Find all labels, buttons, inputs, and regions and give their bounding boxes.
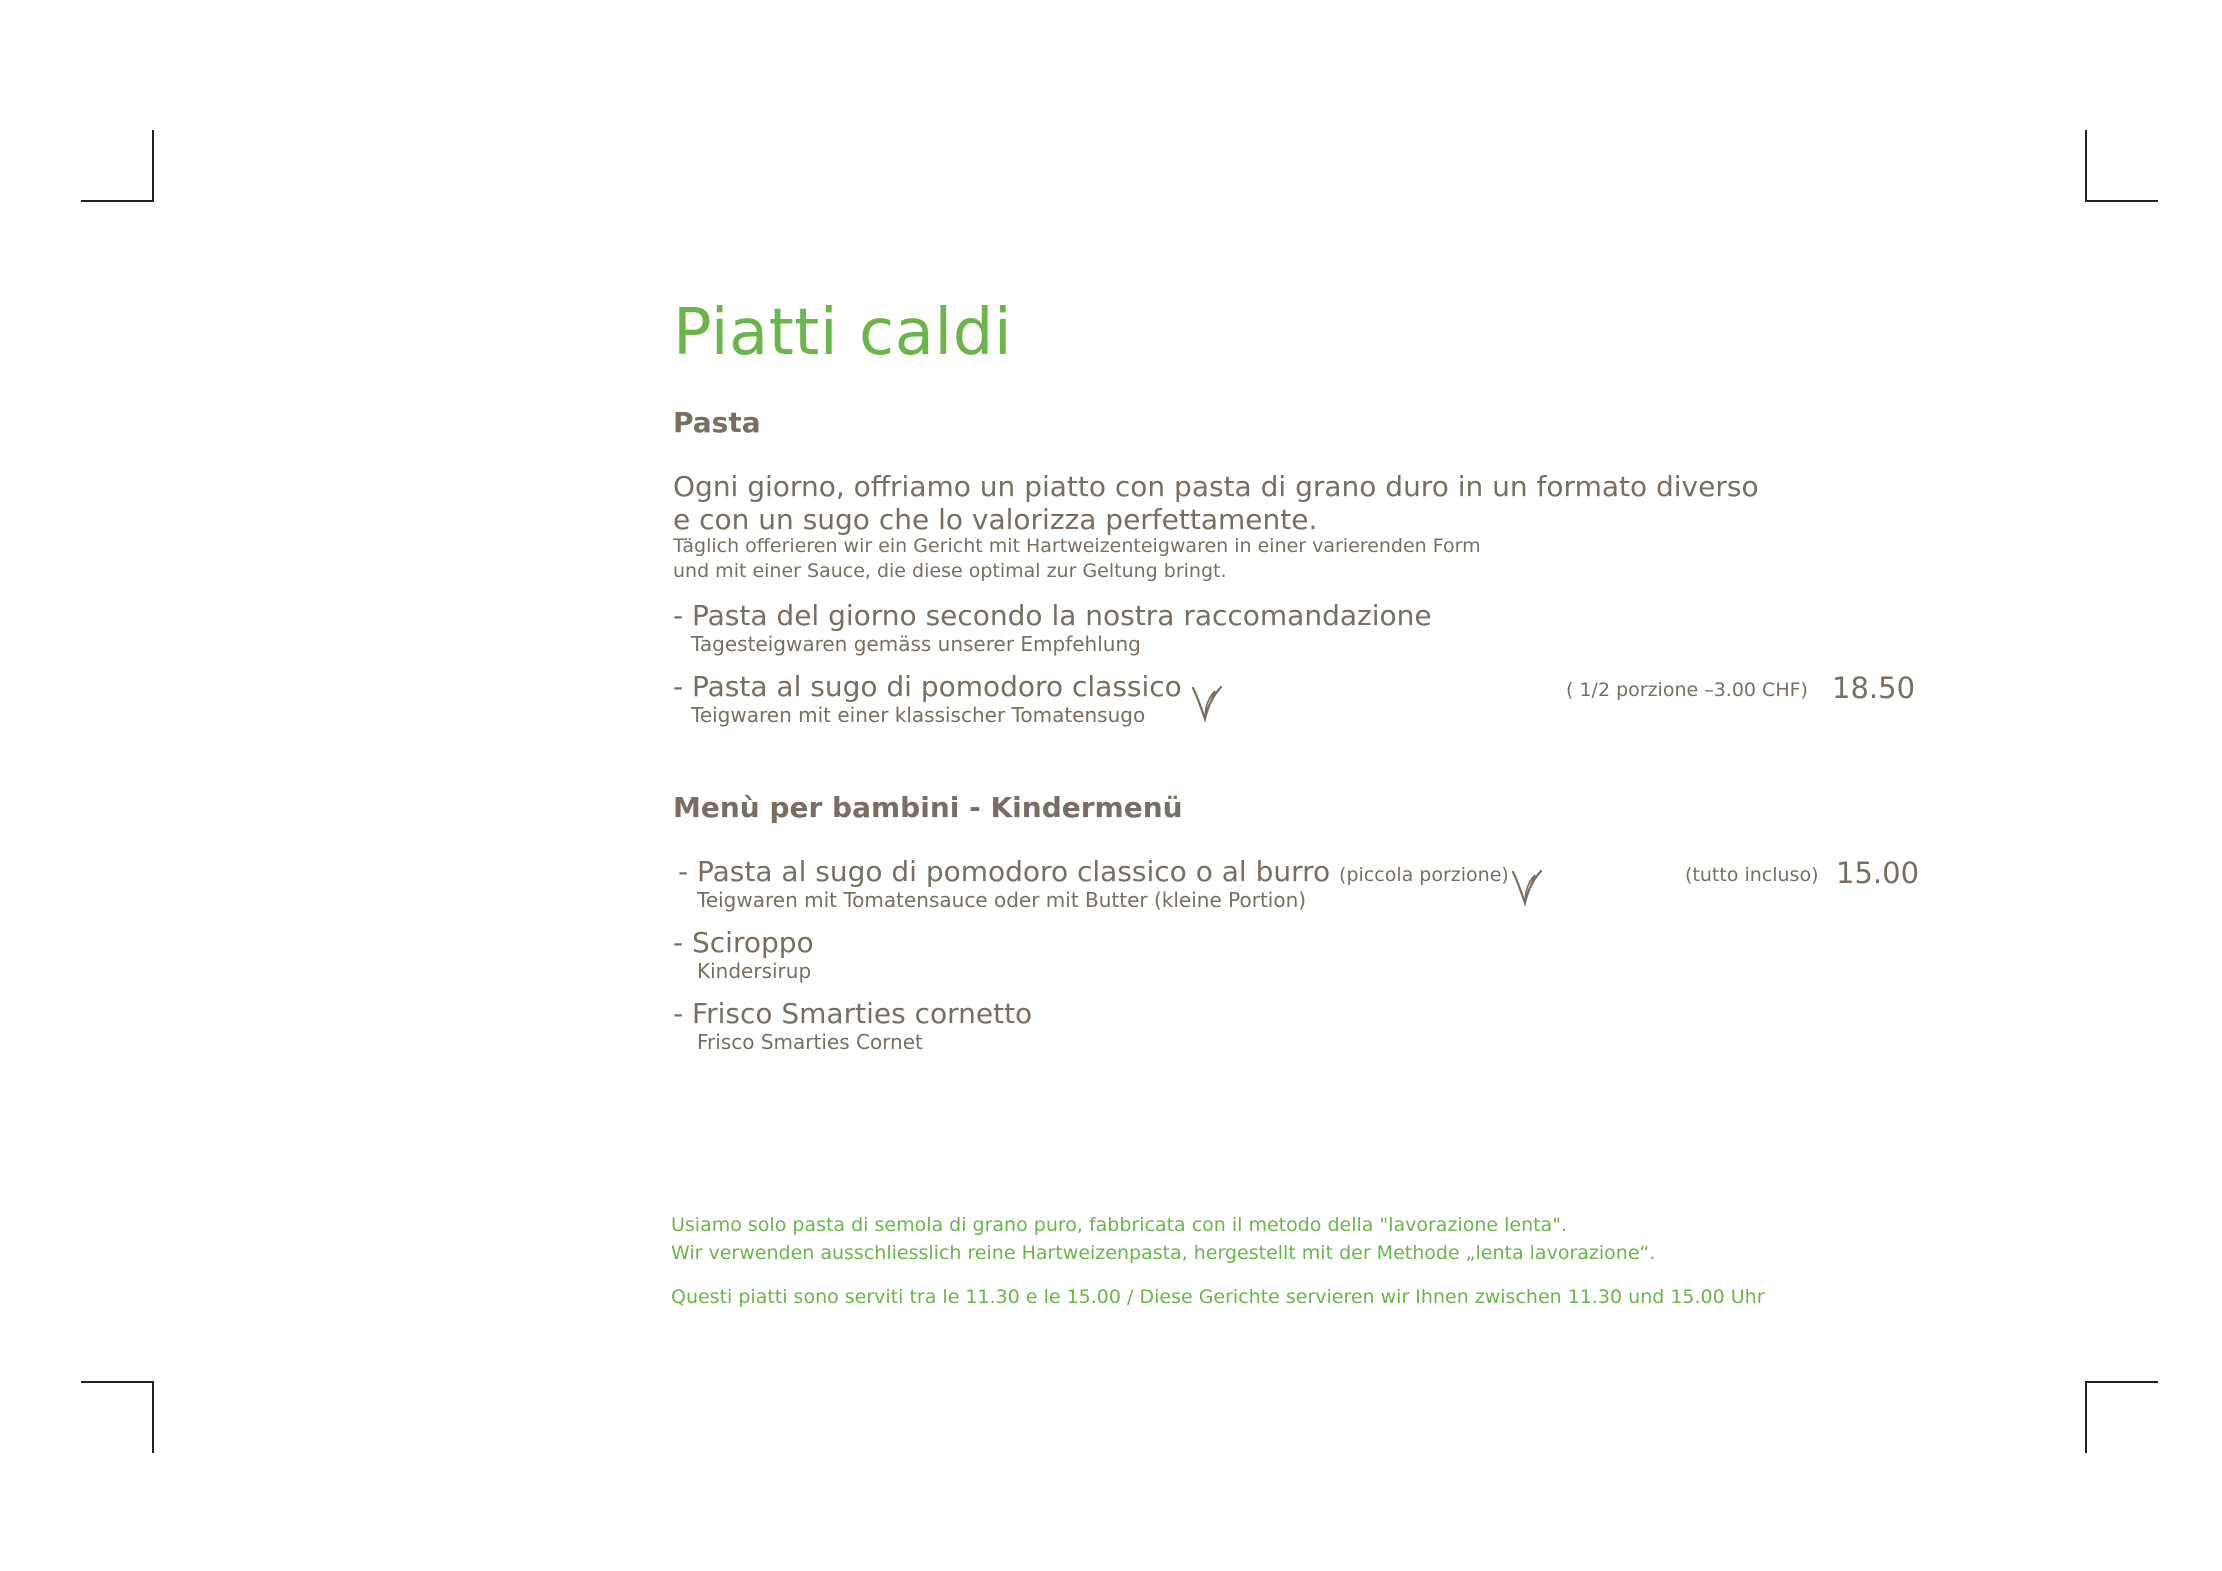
- price-note-half-portion: ( 1/2 porzione –3.00 CHF): [1566, 679, 1808, 701]
- menu-item-pasta-del-giorno-subtitle: Tagesteigwaren gemäss unserer Empfehlung: [691, 632, 1141, 656]
- menu-item-frisco-smarties: - Frisco Smarties cornetto: [673, 997, 1033, 1030]
- menu-item-kids-pasta-portion-note: (piccola porzione): [1339, 864, 1509, 886]
- vegetarian-leaf-icon: [1508, 866, 1544, 906]
- footnote-pasta-quality-italian: Usiamo solo pasta di semola di grano puro, fabbricata con il metodo della "lavorazione lenta".: [671, 1214, 1567, 1236]
- menu-item-kids-pasta-name: - Pasta al sugo di pomodoro classico o al burro: [678, 855, 1331, 888]
- crop-mark-top-left-v: [152, 130, 154, 202]
- section-heading-pasta: Pasta: [673, 406, 761, 439]
- crop-mark-bottom-left-v: [152, 1381, 154, 1453]
- pasta-intro-german: [673, 534, 1481, 584]
- footnote-serving-hours: Questi piatti sono serviti tra le 11.30 e le 15.00 / Diese Gerichte servieren wir Ihnen zwischen 11.30 und 15.00 Uhr: [671, 1286, 1765, 1308]
- menu-item-kids-pasta-subtitle: Teigwaren mit Tomatensauce oder mit Butter (kleine Portion): [697, 888, 1307, 912]
- pasta-intro-italian: [673, 470, 1759, 536]
- pasta-intro-german-line1: Täglich offerieren wir ein Gericht mit Hartweizenteigwaren in einer varierenden Form: [673, 535, 1481, 557]
- crop-mark-top-right-v: [2085, 130, 2087, 202]
- crop-mark-bottom-right-v: [2085, 1381, 2087, 1453]
- menu-item-pasta-pomodoro: - Pasta al sugo di pomodoro classico: [673, 670, 1182, 703]
- pasta-intro-italian-line1: Ogni giorno, offriamo un piatto con pasta di grano duro in un formato diverso: [673, 470, 1759, 503]
- menu-item-sciroppo: - Sciroppo: [673, 926, 814, 959]
- crop-mark-top-left-h: [81, 200, 153, 202]
- vegetarian-leaf-icon: [1188, 682, 1224, 722]
- menu-item-sciroppo-subtitle: Kindersirup: [697, 959, 812, 983]
- menu-item-pasta-pomodoro-subtitle: Teigwaren mit einer klassischer Tomatensugo: [691, 703, 1146, 727]
- pasta-intro-german-line2: und mit einer Sauce, die diese optimal zur Geltung bringt.: [673, 560, 1227, 582]
- crop-mark-bottom-left-h: [81, 1381, 153, 1383]
- footnote-pasta-quality-german: Wir verwenden ausschliesslich reine Hartweizenpasta, hergestellt mit der Methode „lenta lavorazione“.: [671, 1242, 1656, 1264]
- pasta-intro-italian-line2: e con un sugo che lo valorizza perfettamente.: [673, 503, 1318, 536]
- price-kids-menu: 15.00: [1836, 856, 1920, 890]
- price-note-all-inclusive: (tutto incluso): [1685, 864, 1819, 886]
- crop-mark-bottom-right-h: [2086, 1381, 2158, 1383]
- section-heading-kids-menu: Menù per bambini - Kindermenü: [673, 791, 1183, 824]
- crop-mark-top-right-h: [2086, 200, 2158, 202]
- page-title: Piatti caldi: [673, 296, 1013, 370]
- menu-item-pasta-del-giorno: - Pasta del giorno secondo la nostra raccomandazione: [673, 599, 1432, 632]
- menu-item-frisco-smarties-subtitle: Frisco Smarties Cornet: [697, 1030, 923, 1054]
- price-pasta-pomodoro: 18.50: [1832, 671, 1916, 705]
